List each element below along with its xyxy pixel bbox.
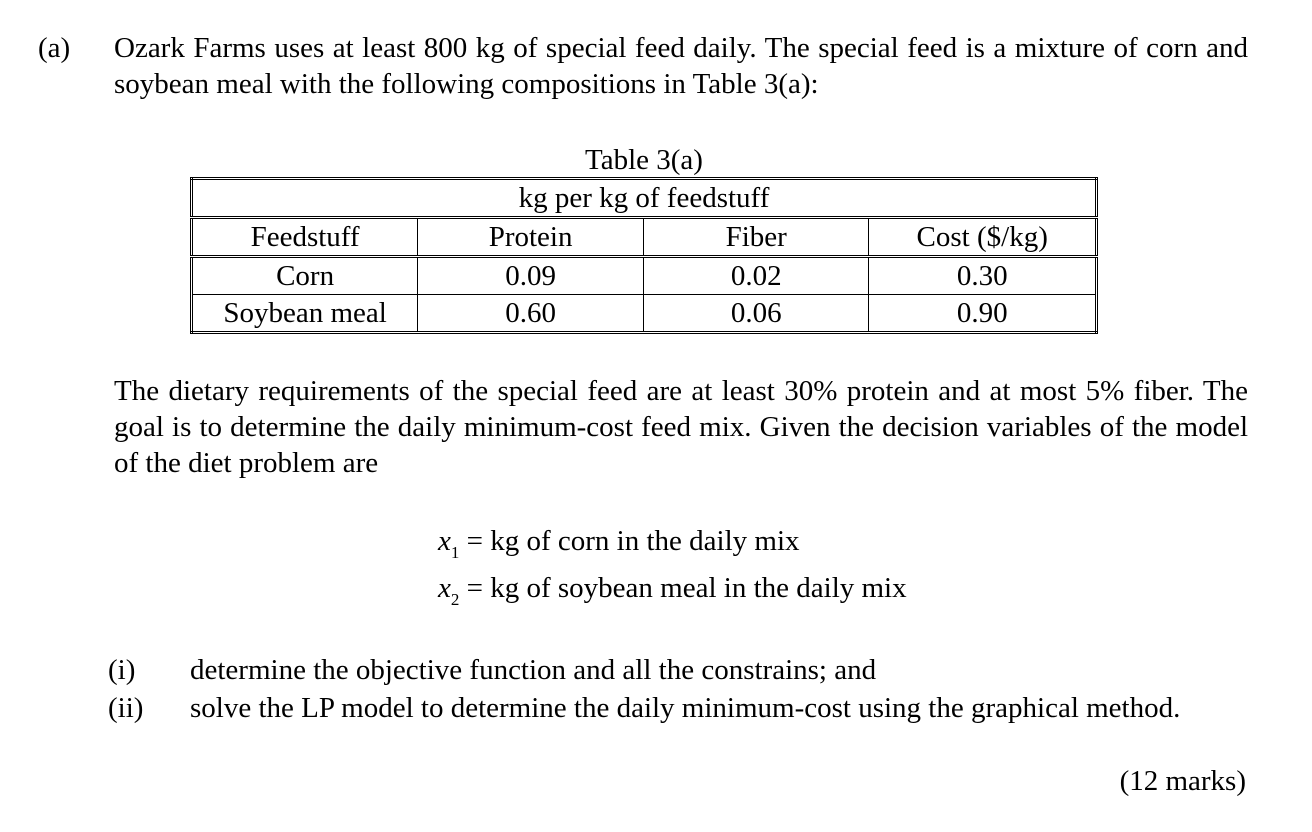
table-cell: 0.09 (418, 257, 644, 295)
variable-subscript: 2 (450, 590, 460, 609)
item-text: determine the objective function and all the constrains; and (190, 654, 877, 686)
table-caption: Table 3(a) (585, 144, 703, 176)
table-group-header: kg per kg of feedstuff (192, 179, 1097, 218)
table-cell: 0.02 (643, 257, 868, 295)
table-cell: Corn (192, 257, 418, 295)
column-header-feedstuff: Feedstuff (192, 218, 418, 257)
variable-symbol: x (438, 525, 451, 557)
question-label: (a) (38, 32, 71, 64)
variable-symbol: x (438, 572, 451, 604)
marks-label: (12 marks) (1119, 765, 1246, 797)
table-row (192, 295, 1097, 333)
item-text: solve the LP model to determine the daily minimum-cost using the graphical method. (190, 692, 1181, 724)
column-header-protein: Protein (418, 218, 644, 257)
decision-variable-x2 (438, 570, 907, 610)
composition-table (190, 177, 1098, 334)
table-cell: 0.06 (643, 295, 868, 333)
table-group-header-row (192, 179, 1097, 218)
requirements-paragraph: The dietary requirements of the special feed are at least 30% protein and at most 5% fiber. The goal is to determine the daily minimum-cost feed mix. Given the decision variables of the model of the diet problem are (114, 375, 1248, 479)
table-row (192, 257, 1097, 295)
variable-definition: = kg of soybean meal in the daily mix (466, 572, 907, 604)
item-label: (ii) (108, 692, 144, 724)
column-header-fiber: Fiber (643, 218, 868, 257)
item-label: (i) (108, 654, 136, 686)
column-header-cost: Cost ($/kg) (869, 218, 1097, 257)
table-header-row (192, 218, 1097, 257)
table-cell: 0.60 (418, 295, 644, 333)
table-cell: 0.30 (869, 257, 1097, 295)
variable-subscript: 1 (450, 543, 460, 562)
table-cell: Soybean meal (192, 295, 418, 333)
table-cell: 0.90 (869, 295, 1097, 333)
decision-variable-x1 (438, 523, 800, 563)
variable-definition: = kg of corn in the daily mix (466, 525, 800, 557)
question-intro: Ozark Farms uses at least 800 kg of special feed daily. The special feed is a mixture of corn and soybean meal with the following compositions in Table 3(a): (114, 32, 1248, 100)
